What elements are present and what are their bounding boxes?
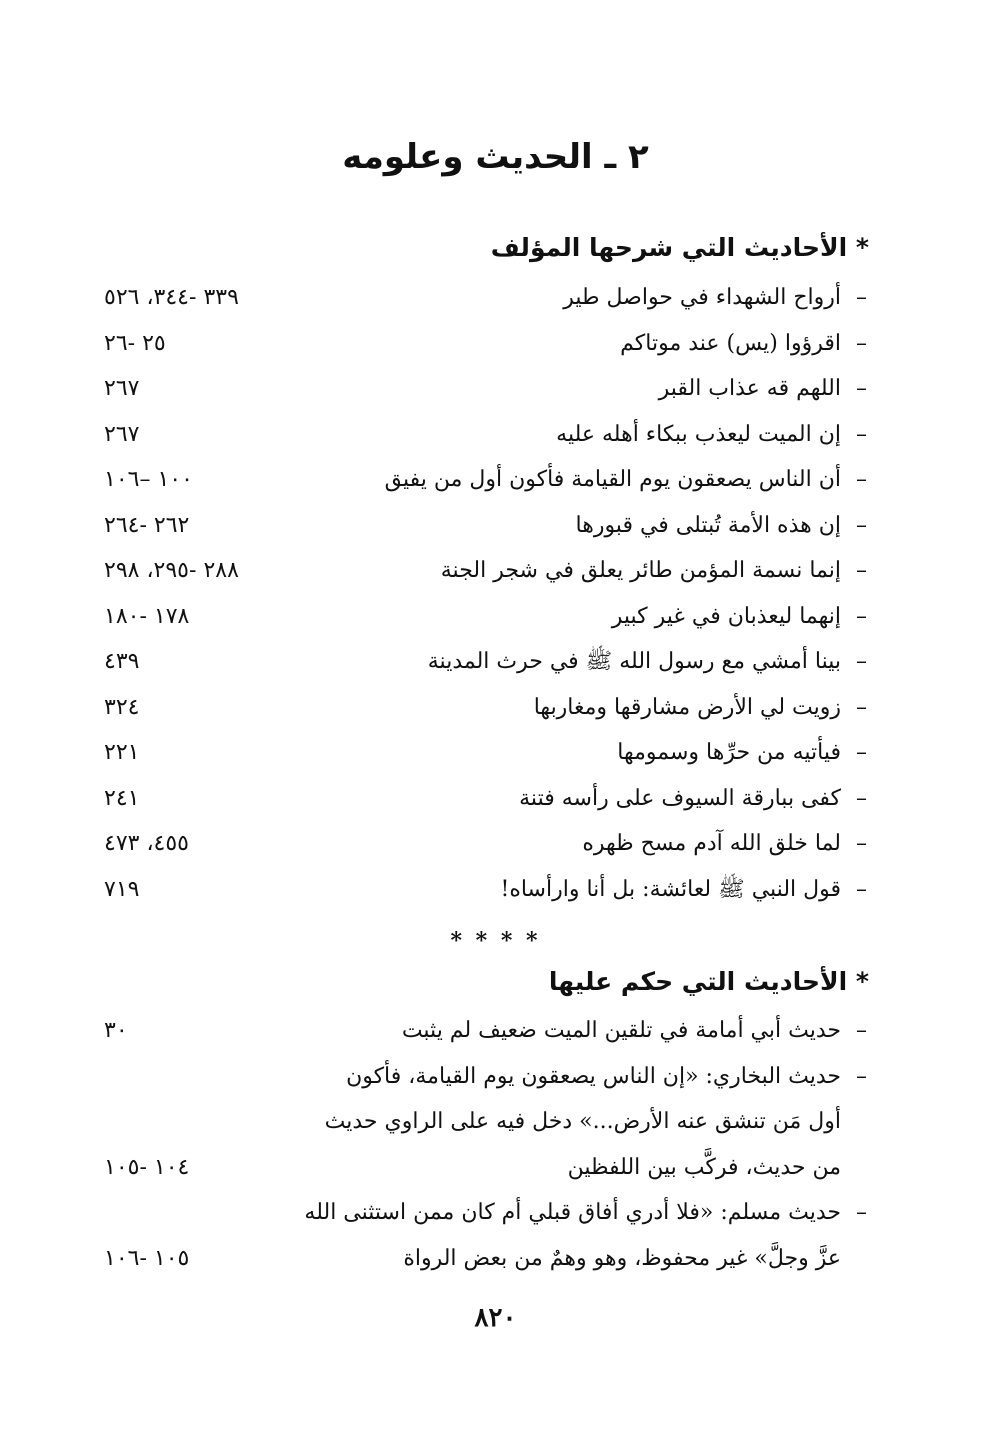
text-line: من حديث، فركَّب بين اللفظين xyxy=(567,1154,841,1180)
page-number: ٨٢٠ xyxy=(474,1303,517,1333)
hadith-text: أرواح الشهداء في حواصل طير xyxy=(563,285,841,310)
hadith-text: قول النبي ﷺ لعائشة: بل أنا وارأساه! xyxy=(500,876,841,902)
hadith-text: زويت لي الأرض مشارقها ومغاربها xyxy=(533,694,841,720)
list-item xyxy=(0,503,991,549)
section-heading-explained-hadiths: * الأحاديث التي شرحها المؤلف xyxy=(490,233,869,262)
page-references: ٢٦٢ -٢٦٤ xyxy=(104,512,190,538)
bullet-dash: – xyxy=(856,603,867,629)
list-item xyxy=(0,867,991,913)
page-references: ٢٥ -٢٦ xyxy=(104,330,166,356)
bullet-dash: – xyxy=(856,831,867,856)
bullet-dash: – xyxy=(856,285,867,310)
list-item xyxy=(0,457,991,503)
section-separator: * * * * xyxy=(450,928,541,954)
list-item xyxy=(0,275,991,321)
page-references: ١٧٨ -١٨٠ xyxy=(104,603,190,629)
hadith-text xyxy=(311,1054,841,1191)
list-item xyxy=(0,321,991,367)
bullet-dash: – xyxy=(856,785,867,811)
bullet-dash: – xyxy=(856,694,867,720)
bullet-dash: – xyxy=(856,512,867,538)
page-references: ١٠٥ -١٠٦ xyxy=(104,1245,190,1271)
hadith-text: أن الناس يصعقون يوم القيامة فأكون أول من يفيق xyxy=(384,467,841,492)
bullet-dash: – xyxy=(856,876,867,902)
list-item xyxy=(0,685,991,731)
page-references: ٢٢١ xyxy=(104,740,140,765)
hadith-text: اللهم قه عذاب القبر xyxy=(658,376,841,401)
hadith-text: حديث أبي أمامة في تلقين الميت ضعيف لم يثبت xyxy=(401,1018,841,1043)
hadith-text: إنهما ليعذبان في غير كبير xyxy=(611,603,841,629)
bullet-dash: – xyxy=(856,558,867,583)
list-item xyxy=(0,366,991,412)
page-references: ٢٤١ xyxy=(104,785,140,811)
bullet-dash: – xyxy=(856,376,867,401)
page-references: ٣٣٩ -٣٤٤، ٥٢٦ xyxy=(104,285,239,310)
page-references: ١٠٤ -١٠٥ xyxy=(104,1154,190,1180)
bullet-dash: – xyxy=(856,421,867,447)
list-item xyxy=(0,776,991,822)
hadith-text: إن الميت ليعذب ببكاء أهله عليه xyxy=(556,421,841,447)
page-references: ٤٣٩ xyxy=(104,649,140,674)
list-item xyxy=(0,730,991,776)
section-heading-judged-hadiths: * الأحاديث التي حكم عليها xyxy=(548,967,869,996)
hadith-text xyxy=(304,1190,841,1281)
judged-hadith-list xyxy=(0,1008,991,1281)
hadith-text: كفى ببارقة السيوف على رأسه فتنة xyxy=(519,785,841,811)
bullet-dash: – xyxy=(856,740,867,765)
bullet-dash: – xyxy=(856,649,867,674)
hadith-text: بينا أمشي مع رسول الله ﷺ في حرث المدينة xyxy=(427,649,841,674)
page-references: ٢٨٨ -٢٩٥، ٢٩٨ xyxy=(104,558,239,583)
explained-hadith-list xyxy=(0,275,991,912)
page-references: ٣٠ xyxy=(104,1018,128,1043)
page-references: ٢٦٧ xyxy=(104,376,140,401)
chapter-title: ٢ ـ الحديث وعلومه xyxy=(342,137,649,177)
list-item xyxy=(0,821,991,867)
text-line: أول مَن تنشق عنه الأرض...» دخل فيه على الراوي حديث xyxy=(324,1109,841,1134)
page-references: ٢٦٧ xyxy=(104,421,140,447)
text-line: حديث البخاري: «إن الناس يصعقون يوم القيامة، فأكون xyxy=(346,1063,841,1089)
list-item xyxy=(0,1190,991,1281)
list-item xyxy=(0,594,991,640)
bullet-dash: – xyxy=(856,1063,867,1089)
list-item xyxy=(0,1054,991,1191)
text-line: حديث مسلم: «فلا أدري أفاق قبلي أم كان ممن استثنى الله xyxy=(304,1200,841,1225)
bullet-dash: – xyxy=(856,1200,867,1225)
page-references: ١٠٠ –١٠٦ xyxy=(104,467,193,492)
list-item xyxy=(0,639,991,685)
text-line: عزَّ وجلَّ» غير محفوظ، وهو وهمٌ من بعض الرواة xyxy=(403,1245,841,1271)
bullet-dash: – xyxy=(856,330,867,356)
list-item xyxy=(0,1008,991,1054)
page-references: ٣٢٤ xyxy=(104,694,140,720)
page-references: ٧١٩ xyxy=(104,876,140,902)
hadith-text: لما خلق الله آدم مسح ظهره xyxy=(582,831,841,856)
list-item xyxy=(0,412,991,458)
hadith-text: إنما نسمة المؤمن طائر يعلق في شجر الجنة xyxy=(440,558,841,583)
bullet-dash: – xyxy=(856,1018,867,1043)
list-item xyxy=(0,548,991,594)
hadith-text: إن هذه الأمة تُبتلى في قبورها xyxy=(575,512,841,538)
hadith-text: فيأتيه من حرِّها وسمومها xyxy=(617,740,841,765)
page-references: ٤٥٥، ٤٧٣ xyxy=(104,831,189,856)
bullet-dash: – xyxy=(856,467,867,492)
hadith-text: اقرؤوا (يس) عند موتاكم xyxy=(620,330,841,356)
